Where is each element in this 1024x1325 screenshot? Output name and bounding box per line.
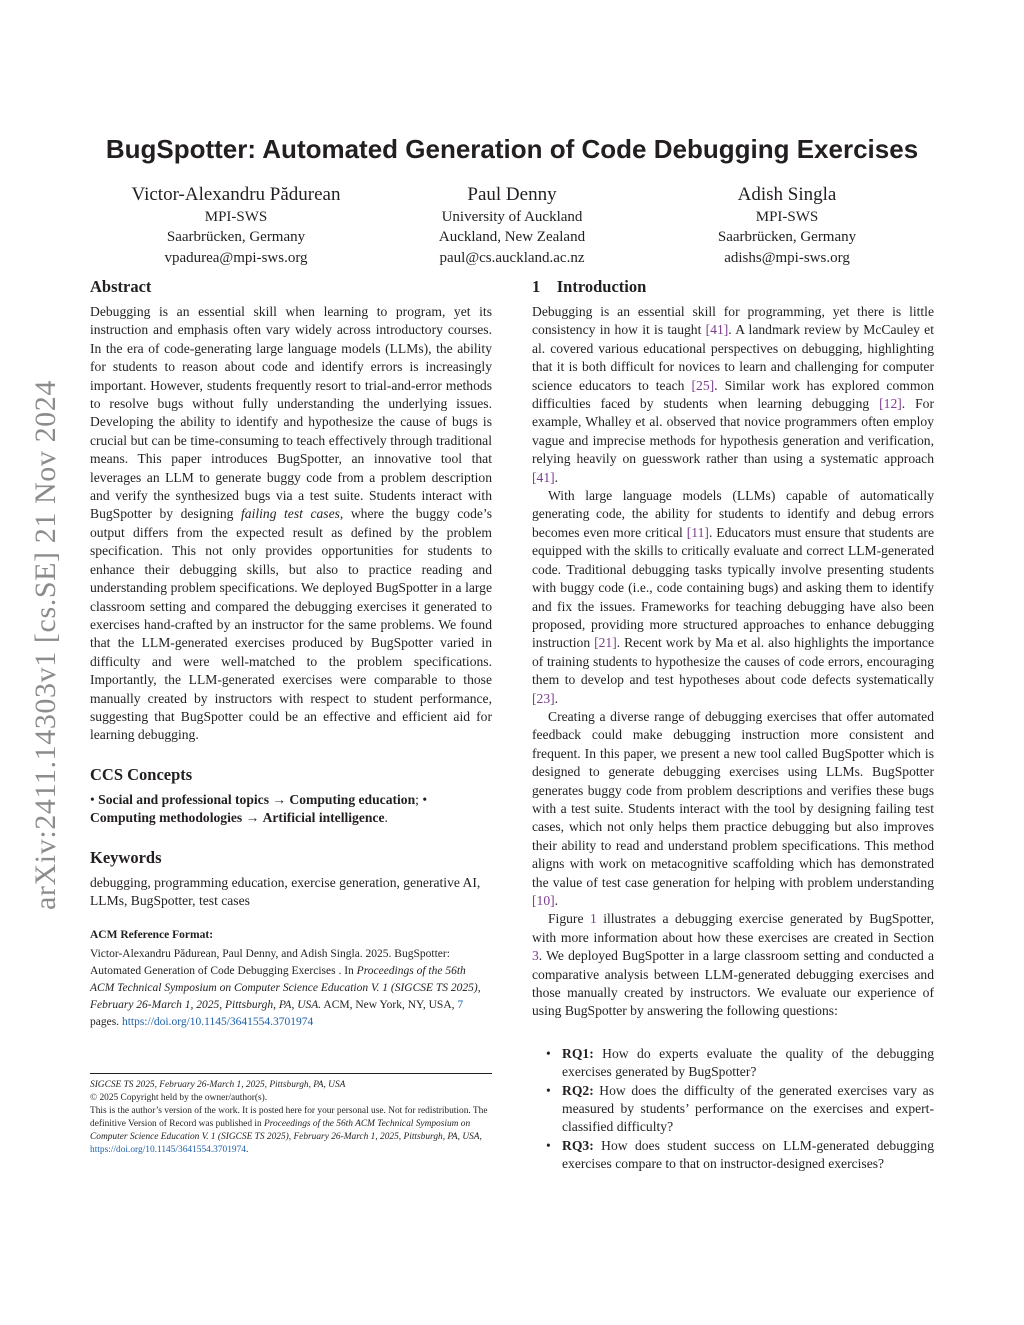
footnote-doi-link[interactable]: https://doi.org/10.1145/3641554.3701974 — [90, 1145, 246, 1155]
author-affiliation: MPI-SWS — [204, 209, 268, 225]
intro-paragraph-2: With large language models (LLMs) capable of automatically generating code, the ability for students to identify and debug errors becomes even more critical [11]. Educators must ensure that students are equipped with the skills to critically evaluate and correct LLM-generated code. Traditional debugging tasks typically involve presenting students with buggy code (i.e., code containing bugs) and asking them to identify and fix the issues. Frameworks for teaching debugging have also been proposed, providing more structured approaches to enhance debugging instruction [21]. Recent work by Ma et al. also highlights the importance of training students to hypothesize the causes of code errors, encouraging them to develop and test hypotheses about code defects systematically [23]. — [532, 488, 935, 706]
figure-ref-link[interactable]: 1 — [589, 911, 597, 927]
author-email: vpadurea@mpi-sws.org — [164, 249, 308, 266]
bullet-icon: • — [546, 1045, 551, 1061]
author-name: Paul Denny — [467, 184, 557, 205]
author-name: Victor-Alexandru Pădurean — [131, 184, 341, 205]
intro-paragraph-1: Debugging is an essential skill for programming, yet there is little consistency in how it is taught [41]. A landmark review by McCauley et al. covered various educational perspectives on debugging, highlighting that it is both difficult for novices to learn and challenging for computer science educators to teach [25]. Similar work has explored common difficulties faced by students when learning debugging [12]. For example, Whalley et al. observed that novice programmers often employ vague and imprecise methods for hypothesis generation and verification, relying heavily on guesswork rather than using a systematic approach [41]. — [532, 304, 934, 485]
intro-paragraph-3: Creating a diverse range of debugging exercises that offer automated feedback could make debugging instruction more consistent and frequent. In this paper, we present a new tool called BugSpotter which is designed to generate debugging exercises using LLMs. BugSpotter generates buggy code from problem descriptions and verifies these bugs with a test suite. Students interact with the tool by designing failing test cases, which not only helps them practice debugging but also improves their ability to read and understand problem specifications. This method aligns with work on metacognitive scaffolding which has demonstrated the value of test case generation for helping with problem understanding [10]. — [532, 708, 934, 908]
rq-item: • RQ2: How does the difficulty of the generated exercises vary as measured by students’ performance on the exercises and expert-classified difficulty? — [546, 1082, 934, 1135]
pages-link[interactable]: 7 — [457, 999, 464, 1012]
keywords-heading: Keywords — [90, 847, 162, 867]
citation-link[interactable]: [23] — [532, 690, 555, 706]
left-column — [90, 277, 492, 1031]
author-location: Auckland, New Zealand — [438, 229, 586, 246]
ccs-concepts: • Social and professional topics → Computing education; • Computing methodologies → Artificial intelligence. — [90, 791, 428, 826]
arxiv-id-text: arXiv:2411.14303v1 [cs.SE] 21 Nov 2024 — [29, 380, 62, 910]
footnote-copyright: © 2025 Copyright held by the owner/author(s). — [90, 1093, 268, 1103]
citation-link[interactable]: [21] — [594, 635, 617, 651]
citation-link[interactable]: [10] — [532, 893, 555, 908]
intro-body — [532, 303, 934, 1021]
acm-ref-text: Victor-Alexandru Pădurean, Paul Denny, and Adish Singla. 2025. BugSpotter: Automated Generation of Code Debugging Exercises . In Proceedings of the 56th ACM Technical Symposium on Computer Science Education V. 1 (SIGCSE TS 2025), February 26-March 1, 2025, Pittsburgh, PA, USA. ACM, New York, NY, USA, 7 pages. https://doi.org/10.1145/3641554.3701974 — [90, 948, 481, 1029]
citation-link[interactable]: [41] — [705, 322, 729, 338]
author-location: Saarbrücken, Germany — [166, 229, 306, 246]
bullet-icon: • — [546, 1137, 551, 1153]
author-block-1 — [86, 183, 386, 268]
acm-ref-heading: ACM Reference Format: — [90, 929, 214, 942]
bullet-icon: • — [546, 1082, 551, 1098]
author-affiliation: MPI-SWS — [755, 209, 819, 225]
footnote-venue: SIGCSE TS 2025, February 26-March 1, 2025, Pittsburgh, PA, USA — [90, 1080, 346, 1090]
doi-link[interactable]: https://doi.org/10.1145/3641554.3701974 — [121, 1016, 314, 1029]
citation-link[interactable]: [12] — [879, 396, 902, 412]
abstract-text: Debugging is an essential skill when learning to program, yet its instruction and emphasis often vary widely across introductory courses. In the era of code-generating large language models (LLMs), the ability for students to reason about code and identify errors is increasingly important. However, students frequently resort to trial-and-error methods to resolve bugs without fully understanding the underlying issues. Developing the ability to identify and hypothesize the cause of bugs is crucial but can be time-consuming to teach effectively through traditional means. This paper introduces BugSpotter, an innovative tool that leverages an LLM to generate buggy code from a problem description and verify the synthesized bugs via a test suite. Students interact with BugSpotter by designing failing test cases, where the buggy code’s output differs from the expected result as defined by the problem specification. This not only provides opportunities for students to enhance their debugging skills, but also to practice reading and understanding problem specifications. We deployed BugSpotter in a large classroom setting and compared the debugging exercises it generated to exercises hand-crafted by an instructor for the same problems. We found that the LLM-generated exercises produced by BugSpotter varied in difficulty and were well-matched to the problem specifications. Importantly, the LLM-generated exercises were comparable to those manually created by instructors with respect to student performance, suggesting that BugSpotter could be an effective and efficient aid for learning debugging. — [90, 304, 492, 743]
arxiv-side-label — [28, 350, 64, 940]
footnote — [90, 1073, 492, 1157]
citation-link[interactable]: [25] — [691, 377, 715, 393]
citation-link[interactable]: [11] — [686, 524, 709, 540]
author-affiliation: University of Auckland — [441, 209, 583, 225]
intro-paragraph-4: Figure 1 illustrates a debugging exercise generated by BugSpotter, with more information about how these exercises are created in Section 3. We deployed BugSpotter in a large classroom setting and conducted a comparative analysis between LLM-generated debugging exercises and those manually created by instructors. We evaluate our experience of using BugSpotter by answering the following questions: — [532, 911, 935, 1019]
author-email: paul@cs.auckland.ac.nz — [439, 249, 585, 266]
right-column — [532, 277, 934, 1174]
intro-heading: 1 Introduction — [532, 277, 647, 296]
rq-item: • RQ1: How do experts evaluate the quality of the debugging exercises generated by BugSpotter? — [546, 1045, 934, 1080]
rq-item: • RQ3: How does student success on LLM-generated debugging exercises compare to that on instructor-designed exercises? — [546, 1137, 934, 1172]
abstract-heading: Abstract — [90, 277, 152, 296]
section-ref-link[interactable]: 3 — [532, 948, 539, 964]
research-questions — [532, 1045, 934, 1174]
keywords-text: debugging, programming education, exercise generation, generative AI, LLMs, BugSpotter, test cases — [90, 874, 481, 908]
paper-title: BugSpotter: Automated Generation of Code Debugging Exercises — [105, 134, 919, 164]
abstract-emphasis: failing test cases — [241, 506, 340, 522]
author-block-2 — [362, 183, 662, 268]
ccs-heading: CCS Concepts — [90, 764, 193, 784]
author-name: Adish Singla — [737, 184, 837, 205]
author-block-3 — [637, 183, 937, 268]
footnote-text: This is the author’s version of the work. It is posted here for your personal use. Not for redistribution. The definitive Version of Record was published in Proceedings of the 56th ACM Technical Symposium on Computer Science Education V. 1 (SIGCSE TS 2025), February 26-March 1, 2025, Pittsburgh, PA, USA, https://doi.org/10.1145/3641554.3701974. — [90, 1106, 488, 1155]
author-location: Saarbrücken, Germany — [717, 229, 857, 246]
author-email: adishs@mpi-sws.org — [724, 249, 850, 266]
citation-link[interactable]: [41] — [532, 469, 555, 485]
